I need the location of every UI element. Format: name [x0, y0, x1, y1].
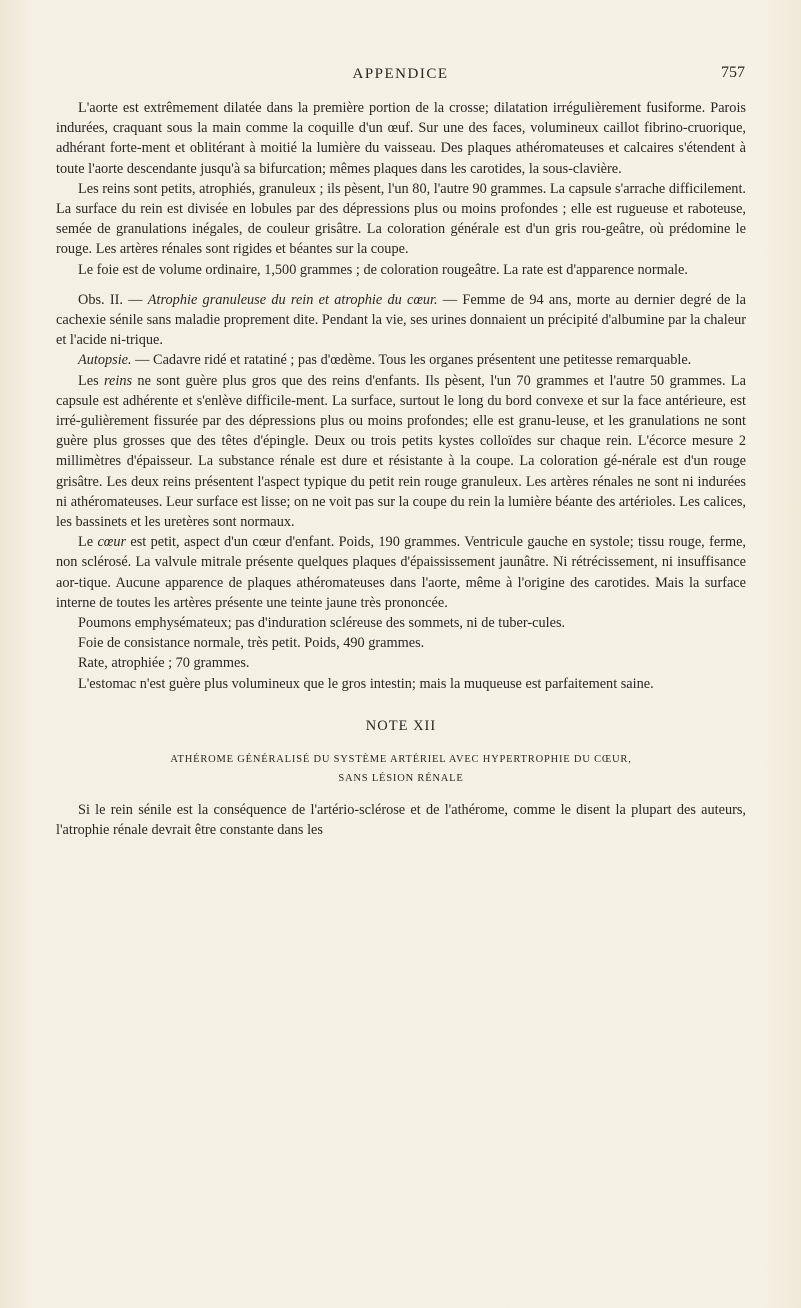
autopsie-text: — Cadavre ridé et ratatiné ; pas d'œdème. Tous les organes présentent une petitesse remarquable. [131, 352, 692, 369]
coeur-text: est petit, aspect d'un cœur d'enfant. Poids, 190 grammes. Ventricule gauche en systole; tissu rouge, ferme, non sclérosé. La valvule mitrale présente quelques plaques d'épaississement jaunâtre. Ni rétrécissement, ni insuffisance aor-tique. Aucune apparence de plaques athéromateuses dans l'aorte, même à l'origine des carotides. Mais la surface interne de toutes les artères présente une teinte jaune très prononcée. [56, 534, 747, 611]
reins-lead: Les [78, 372, 104, 389]
paragraph-aorte: L'aorte est extrêmement dilatée dans la première portion de la crosse; dilatation irrégulièrement fusiforme. Parois indurées, craquant sous la main comme la coquille d'un œuf. Sur une des faces, volumineux caillot fibrino-cruorique, adhérant forte-ment et oblitérant à moitié la lumière du vaisseau. Des plaques athéromateuses et calcaires s'étendent à toute l'aorte descendante jusqu'à sa bifurcation; mêmes plaques dans les carotides, la sous-clavière. [56, 100, 746, 177]
paragraph-reins-obs1: Les reins sont petits, atrophiés, granuleux ; ils pèsent, l'un 80, l'autre 90 grammes. La capsule s'arrache difficilement. La surface du rein est divisée en lobules par des dépressions plus ou moins profondes ; elle est rugueuse et raboteuse, semée de granulations inégales, de couleur grisâtre. La coloration générale est d'un gris rou-geâtre, où prédomine le rouge. Les artères rénales sont rigides et béantes sur la coupe. [56, 180, 746, 258]
reins-label: reins [104, 372, 133, 389]
coeur-label: cœur [97, 534, 127, 551]
paragraph-observation-2 [56, 290, 746, 351]
running-title: APPENDICE [352, 66, 449, 82]
paragraph-coeur [56, 532, 746, 613]
paragraph-estomac: L'estomac n'est guère plus volumineux que le gros intestin; mais la muqueuse est parfaitement saine. [78, 675, 654, 692]
note-subtitle-line-1: ATHÉROME GÉNÉRALISÉ DU SYSTÈME ARTÉRIEL AVEC HYPERTROPHIE DU CŒUR, [170, 754, 632, 766]
paragraph-rate: Rate, atrophiée ; 70 grammes. [78, 655, 250, 672]
page-number: 757 [721, 64, 745, 81]
paragraph-reins-obs2 [56, 371, 746, 533]
paragraph-autopsie [56, 350, 746, 370]
observation-description: — Femme de 94 ans, morte au dernier degré de la cachexie sénile sans maladie proprement dite. Pendant la vie, ses urines donnaient un précipité d'albumine par la chaleur et l'acide ni-trique. [56, 291, 746, 349]
note-title: NOTE XII [365, 717, 437, 734]
reins-text: ne sont guère plus gros que des reins d'enfants. Ils pèsent, l'un 70 grammes et l'autre 50 grammes. La capsule est adhérente et s'enlève difficile-ment. La surface, surtout le long du bord convexe et sur la face antérieure, est irré-gulièrement fissurée par des dépressions plus ou moins profondes; elle est granu-leuse, et les granulations ne sont guère plus grosses que des têtes d'épingle. Deux ou trois petits kystes colloïdes sur chaque rein. L'écorce mesure 2 millimètres d'épaisseur. La substance rénale est dure et résistante à la coupe. La coloration gé-nérale est d'un rouge grisâtre. Les deux reins présentent l'aspect typique du petit rein rouge granuleux. Les artères rénales ne sont ni indurées ni athéromateuses. Leur surface est lisse; on ne voit pas sur la coupe du rein la lumière béante des artérioles. Les calices, les bassinets et les uretères sont normaux. [56, 372, 746, 531]
autopsie-label: Autopsie. [78, 352, 132, 369]
observation-number: Obs. II. — [78, 291, 148, 308]
note-subtitle [56, 750, 746, 788]
observation-title: Atrophie granuleuse du rein et atrophie du cœur. [147, 291, 438, 308]
paragraph-foie-obs2: Foie de consistance normale, très petit. Poids, 490 grammes. [78, 635, 425, 652]
note-subtitle-line-2: SANS LÉSION RÉNALE [338, 773, 464, 785]
body-text [56, 98, 746, 841]
paragraph-foie-obs1: Le foie est de volume ordinaire, 1,500 grammes ; de coloration rougeâtre. La rate est d'apparence normale. [78, 261, 688, 278]
paragraph-poumons: Poumons emphysémateux; pas d'induration scléreuse des sommets, ni de tuber-cules. [78, 615, 566, 632]
coeur-lead: Le [78, 534, 98, 551]
paragraph-note-xii: Si le rein sénile est la conséquence de l'artério-sclérose et de l'athérome, comme le disent la plupart des auteurs, l'atrophie rénale devrait être constante dans les [56, 802, 746, 839]
